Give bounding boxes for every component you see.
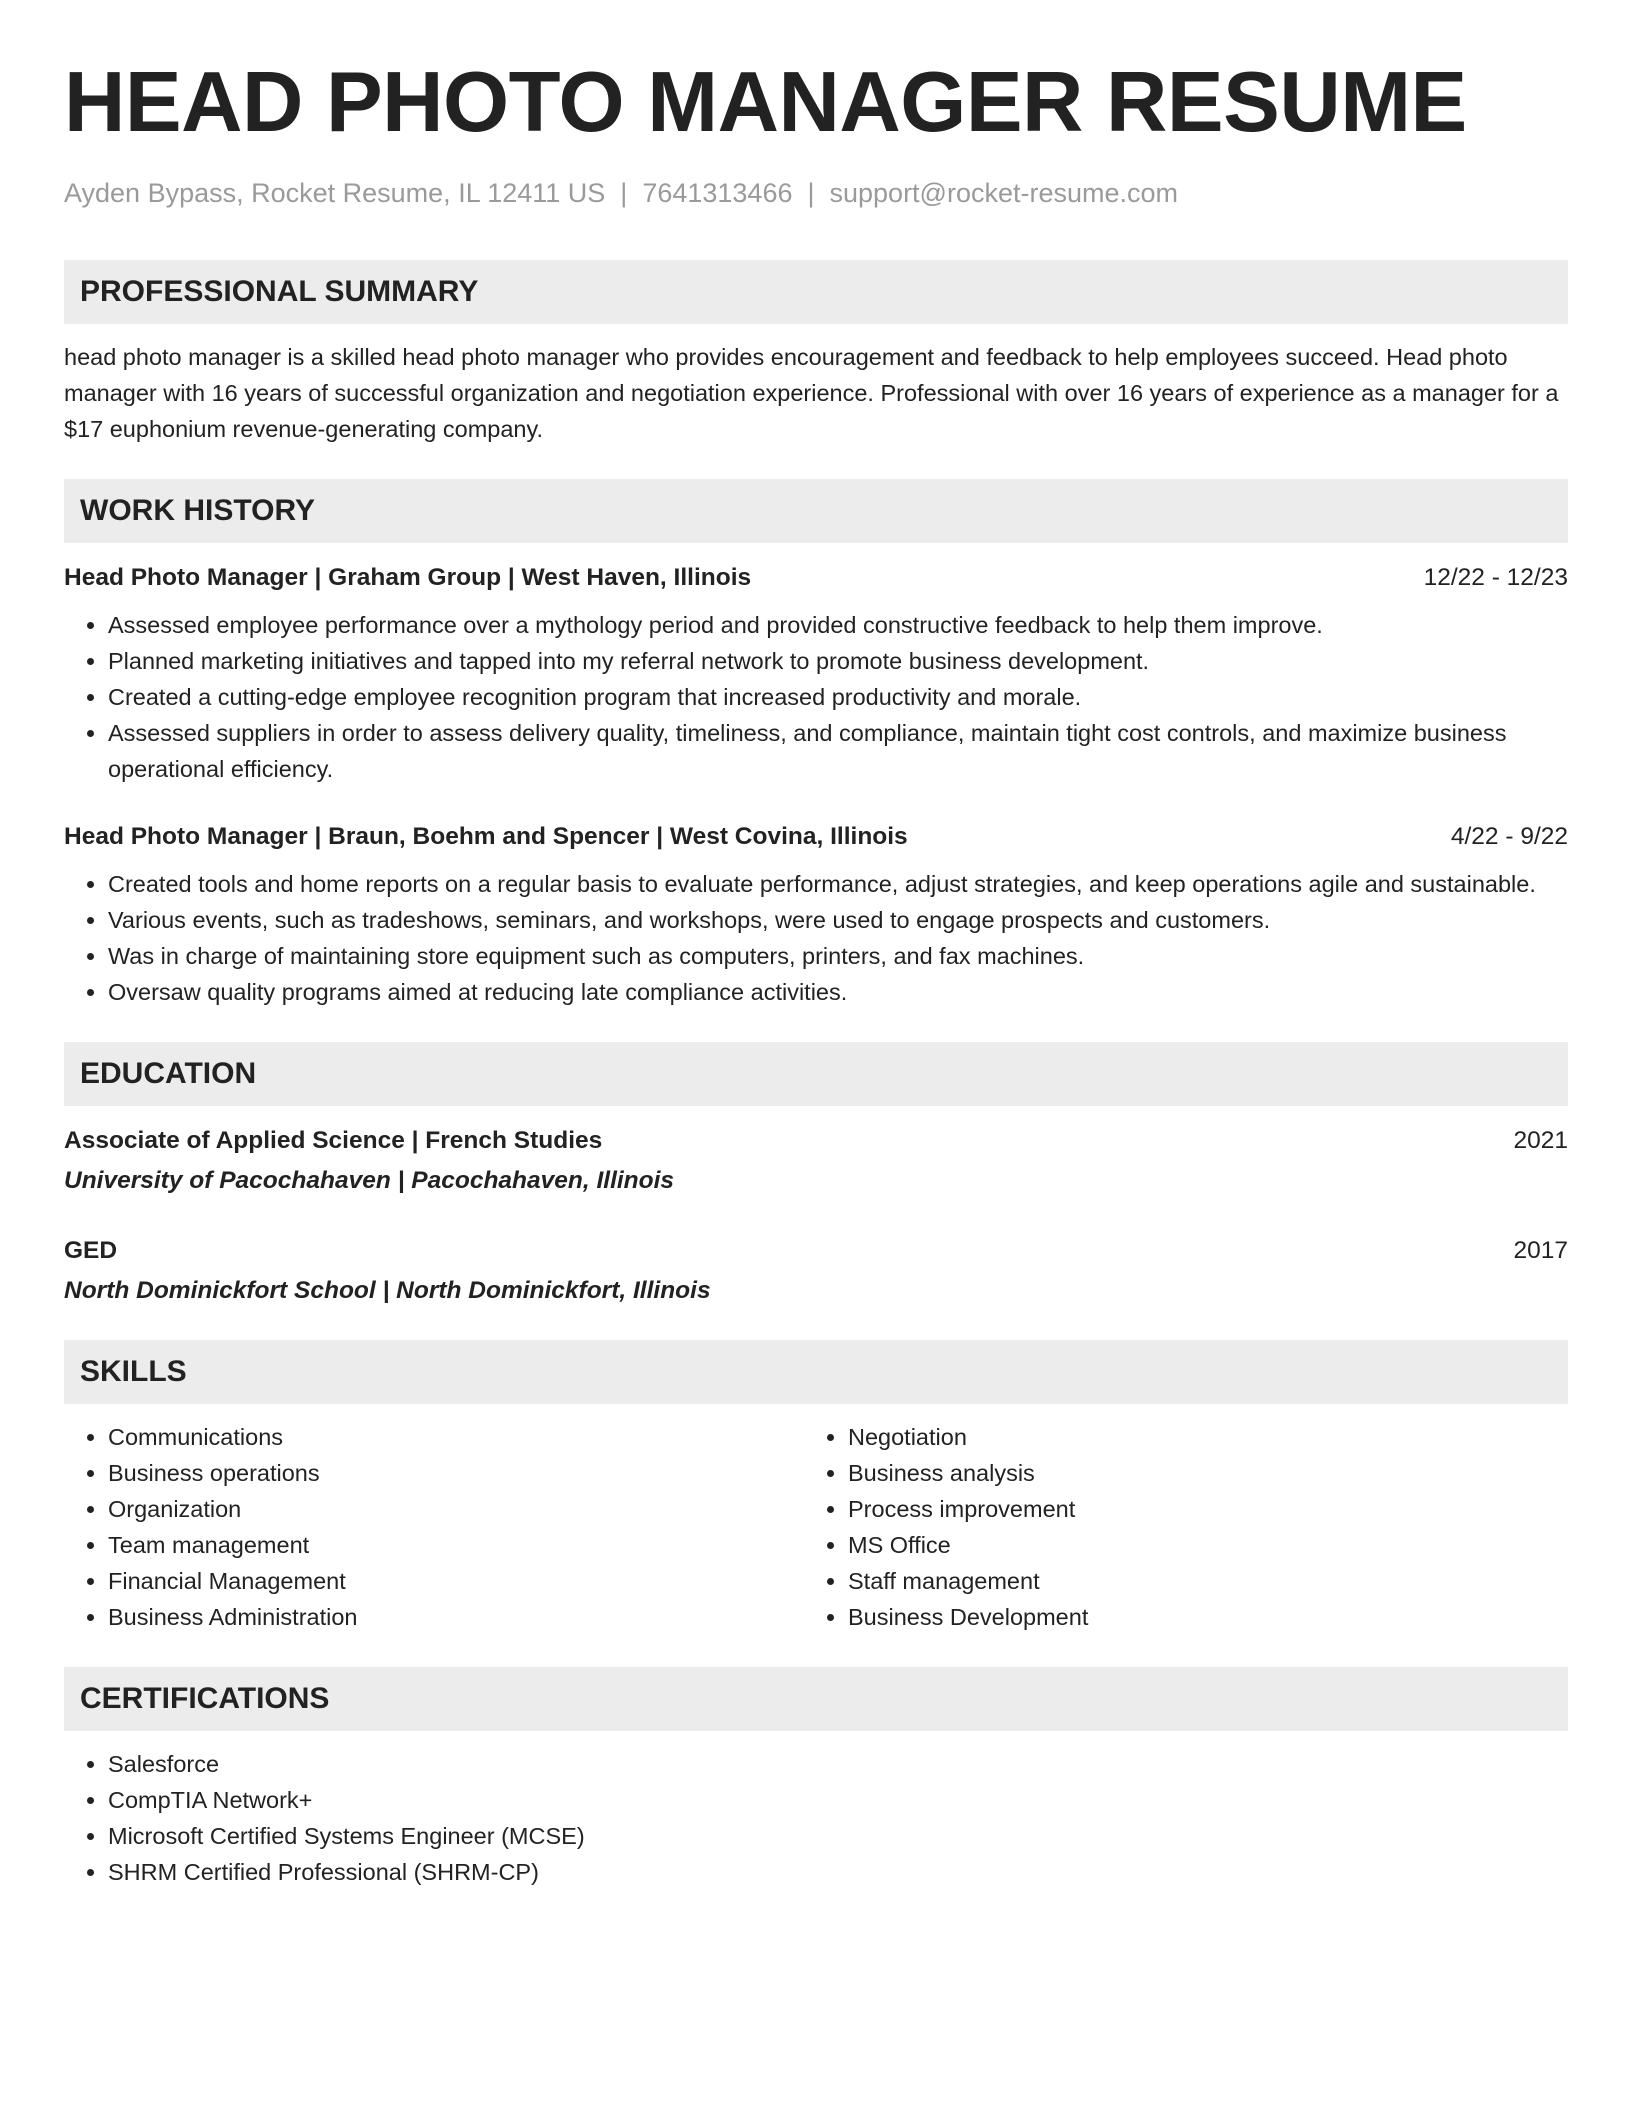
job-bullet: • Oversaw quality programs aimed at reducing late compliance activities. <box>108 974 1568 1010</box>
skills-list <box>64 1419 804 1635</box>
job-header <box>64 820 1568 854</box>
education-header <box>64 1124 1568 1158</box>
education-year: 2017 <box>1513 1237 1568 1264</box>
certification-item: • Microsoft Certified Systems Engineer (MCSE) <box>108 1818 1568 1854</box>
skill-item: • Business Development <box>848 1599 1544 1635</box>
skill-item: • MS Office <box>848 1527 1544 1563</box>
job-header <box>64 561 1568 595</box>
skill-item: • Staff management <box>848 1563 1544 1599</box>
job-bullet: • Various events, such as tradeshows, seminars, and workshops, were used to engage prospects and customers. <box>108 902 1568 938</box>
job-bullet: • Assessed employee performance over a mythology period and provided constructive feedback to help them improve. <box>108 607 1568 643</box>
skill-item: • Business Administration <box>108 1599 804 1635</box>
contact-separator: | <box>620 178 628 208</box>
job-bullets <box>64 607 1568 787</box>
section-header-skills: SKILLS <box>64 1340 1568 1404</box>
job-bullets <box>64 866 1568 1010</box>
skills-column-right <box>804 1419 1544 1635</box>
skills-grid <box>64 1419 1568 1635</box>
job-entry <box>64 820 1568 1010</box>
resume-title: HEAD PHOTO MANAGER RESUME <box>64 55 1467 150</box>
section-header-work-history: WORK HISTORY <box>64 479 1568 543</box>
job-entry <box>64 561 1568 787</box>
skill-item: • Communications <box>108 1419 804 1455</box>
education-degree: Associate of Applied Science | French Studies <box>64 1127 603 1154</box>
education-year: 2021 <box>1513 1127 1568 1154</box>
section-header-education: EDUCATION <box>64 1042 1568 1106</box>
job-bullet: • Created tools and home reports on a regular basis to evaluate performance, adjust strategies, and keep operations agile and sustainable. <box>108 866 1568 902</box>
skill-item: • Business analysis <box>848 1455 1544 1491</box>
certification-item: • CompTIA Network+ <box>108 1782 1568 1818</box>
skill-item: • Team management <box>108 1527 804 1563</box>
job-dates: 12/22 - 12/23 <box>1423 564 1568 591</box>
education-entry <box>64 1124 1568 1198</box>
contact-email: support@rocket-resume.com <box>829 178 1179 208</box>
job-bullet: • Planned marketing initiatives and tapped into my referral network to promote business development. <box>108 643 1568 679</box>
certification-item: • SHRM Certified Professional (SHRM-CP) <box>108 1854 1568 1890</box>
contact-separator: | <box>807 178 815 208</box>
job-dates: 4/22 - 9/22 <box>1450 823 1568 850</box>
education-school: University of Pacochahaven | Pacochahaven, Illinois <box>64 1167 675 1194</box>
summary-text: head photo manager is a skilled head photo manager who provides encouragement and feedback to help employees succeed. Head photo manager with 16 years of successful organization and negotiation experience. Professional with over 16 years of experience as a manager for a $17 euphonium revenue-generating company. <box>64 344 1559 442</box>
section-header-summary: PROFESSIONAL SUMMARY <box>64 260 1568 324</box>
job-bullet: • Was in charge of maintaining store equipment such as computers, printers, and fax machines. <box>108 938 1568 974</box>
education-entry <box>64 1234 1568 1308</box>
job-title: Head Photo Manager | Braun, Boehm and Spencer | West Covina, Illinois <box>64 823 908 850</box>
section-header-certifications: CERTIFICATIONS <box>64 1667 1568 1731</box>
skills-list <box>804 1419 1544 1635</box>
skills-column-left <box>64 1419 804 1635</box>
job-bullet: • Assessed suppliers in order to assess delivery quality, timeliness, and compliance, maintain tight cost controls, and maximize business operational efficiency. <box>108 715 1568 787</box>
certification-item: • Salesforce <box>108 1746 1568 1782</box>
education-degree: GED <box>64 1237 118 1264</box>
education-school: North Dominickfort School | North Dominickfort, Illinois <box>64 1277 711 1304</box>
contact-address: Ayden Bypass, Rocket Resume, IL 12411 US <box>64 178 606 208</box>
job-bullet: • Created a cutting-edge employee recognition program that increased productivity and morale. <box>108 679 1568 715</box>
contact-line <box>64 176 1568 210</box>
education-header <box>64 1234 1568 1268</box>
contact-phone: 7641313466 <box>642 178 793 208</box>
job-title: Head Photo Manager | Graham Group | West Haven, Illinois <box>64 564 752 591</box>
skill-item: • Business operations <box>108 1455 804 1491</box>
skill-item: • Organization <box>108 1491 804 1527</box>
skill-item: • Financial Management <box>108 1563 804 1599</box>
certifications-list <box>64 1746 1568 1890</box>
skill-item: • Process improvement <box>848 1491 1544 1527</box>
skill-item: • Negotiation <box>848 1419 1544 1455</box>
